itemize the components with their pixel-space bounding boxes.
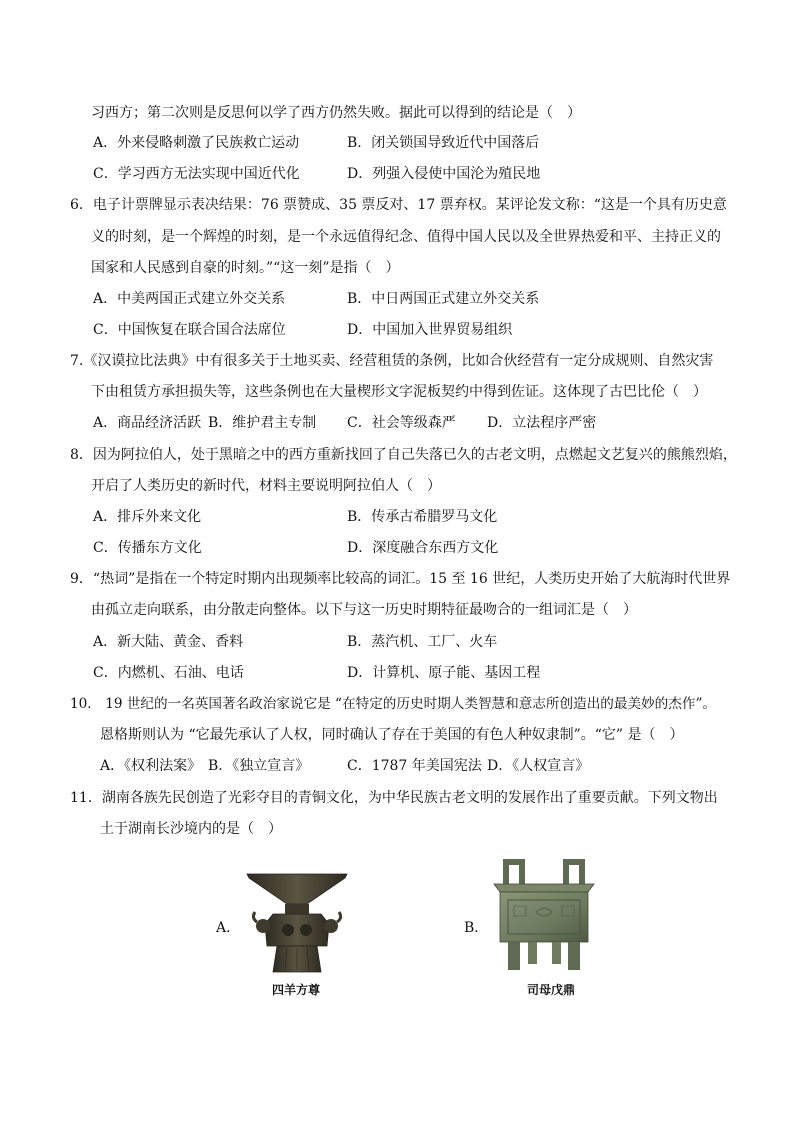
q5-option-d[interactable]: D．列强入侵使中国沦为殖民地 bbox=[347, 166, 541, 182]
q7-stem-line-2: 下由租赁方承担损失等，这些条例也在大量楔形文字泥板契约中得到佐证。这体现了古巴比伦（ ） bbox=[91, 384, 707, 400]
q11-option-b-letter[interactable]: B． bbox=[464, 920, 489, 936]
q6-stem-line-3: 国家和人民感到自豪的时刻。”“这一刻”是指（ ） bbox=[91, 260, 400, 276]
q5-option-b[interactable]: B．闭关锁国导致近代中国落后 bbox=[347, 135, 540, 151]
q7-option-a[interactable]: A．商品经济活跃 bbox=[93, 415, 202, 431]
q7-stem-line-1: 7.《汉谟拉比法典》中有很多关于土地买卖、经营租赁的条例，比如合伙经营有一定分成规则、自然灾害 bbox=[70, 353, 714, 369]
q8-option-c[interactable]: C．传播东方文化 bbox=[93, 540, 202, 556]
q11-stem-line-1: 11．湖南各族先民创造了光彩夺目的青铜文化，为中华民族古老文明的发展作出了重要贡献。下列文物出 bbox=[70, 790, 718, 806]
q9-option-a[interactable]: A．新大陆、黄金、香料 bbox=[93, 634, 244, 650]
q9-option-b[interactable]: B．蒸汽机、工厂、火车 bbox=[347, 634, 498, 650]
q6-option-d[interactable]: D．中国加入世界贸易组织 bbox=[347, 322, 513, 338]
q9-stem-line-2: 由孤立走向联系，由分散走向整体。以下与这一历史时期特征最吻合的一组词汇是（ ） bbox=[91, 602, 637, 618]
q8-option-d[interactable]: D．深度融合东西方文化 bbox=[347, 540, 499, 556]
q10-option-a[interactable]: A．《权利法案》 bbox=[100, 758, 202, 774]
q5-option-a[interactable]: A．外来侵略刺激了民族救亡运动 bbox=[93, 135, 300, 151]
q10-option-d[interactable]: D．《人权宣言》 bbox=[487, 758, 590, 774]
q10-stem-line-2: 恩格斯则认为 “它最先承认了人权，同时确认了存在于美国的有色人种奴隶制”。“它” 是（ ） bbox=[100, 727, 684, 743]
q11-stem-line-2: 土于湖南长沙境内的是（ ） bbox=[100, 821, 282, 837]
q7-option-c[interactable]: C．社会等级森严 bbox=[347, 415, 456, 431]
q7-option-d[interactable]: D．立法程序严密 bbox=[487, 415, 597, 431]
q11-option-a-letter[interactable]: A． bbox=[216, 920, 241, 936]
q5-stem-tail: 习西方；第二次则是反思何以学了西方仍然失败。据此可以得到的结论是（ ） bbox=[91, 105, 581, 121]
q6-option-a[interactable]: A．中美两国正式建立外交关系 bbox=[93, 291, 286, 307]
q8-stem-line-1: 8．因为阿拉伯人，处于黑暗之中的西方重新找回了自己失落已久的古老文明，点燃起文艺复兴的熊熊烈焰， bbox=[70, 447, 737, 463]
q9-option-c[interactable]: C．内燃机、石油、电话 bbox=[93, 665, 244, 681]
q8-stem-line-2: 开启了人类历史的新时代，材料主要说明阿拉伯人（ ） bbox=[91, 478, 441, 494]
ding-vessel-icon bbox=[488, 856, 600, 972]
q10-option-b[interactable]: B．《独立宣言》 bbox=[208, 758, 310, 774]
q9-option-d[interactable]: D．计算机、原子能、基因工程 bbox=[347, 665, 541, 681]
q6-stem-line-2: 义的时刻，是一个辉煌的时刻，是一个永远值得纪念、值得中国人民以及全世界热爱和平、主持正义的 bbox=[91, 229, 721, 245]
q6-option-b[interactable]: B．中日两国正式建立外交关系 bbox=[347, 291, 540, 307]
q6-stem-line-1: 6．电子计票牌显示表决结果：76 票赞成、35 票反对、17 票弃权。某评论发文称：“这是一个具有历史意 bbox=[70, 197, 727, 213]
simuwu-ding-image[interactable] bbox=[488, 856, 600, 972]
q10-stem-line-1: 10． 19 世纪的一名英国著名政治家说它是 “在特定的历史时期人类智慧和意志所创造出的最美妙的杰作”。 bbox=[70, 696, 716, 712]
q9-stem-line-1: 9．“热词”是指在一个特定时期内出现频率比较高的词汇。15 至 16 世纪，人类历史开始了大航海时代世界 bbox=[70, 571, 731, 587]
q6-option-c[interactable]: C．中国恢复在联合国合法席位 bbox=[93, 322, 286, 338]
four-goat-square-zun-image[interactable] bbox=[243, 866, 351, 976]
q10-option-c[interactable]: C．1787 年美国宪法 bbox=[347, 758, 482, 774]
q5-option-c[interactable]: C．学习西方无法实现中国近代化 bbox=[93, 166, 300, 182]
q11-option-b-caption: 司母戊鼎 bbox=[527, 983, 576, 997]
zun-vessel-icon bbox=[243, 866, 351, 976]
q7-option-b[interactable]: B．维护君主专制 bbox=[208, 415, 317, 431]
q8-option-a[interactable]: A．排斥外来文化 bbox=[93, 509, 202, 525]
q8-option-b[interactable]: B．传承古希腊罗马文化 bbox=[347, 509, 498, 525]
q11-option-a-caption: 四羊方尊 bbox=[272, 983, 321, 997]
